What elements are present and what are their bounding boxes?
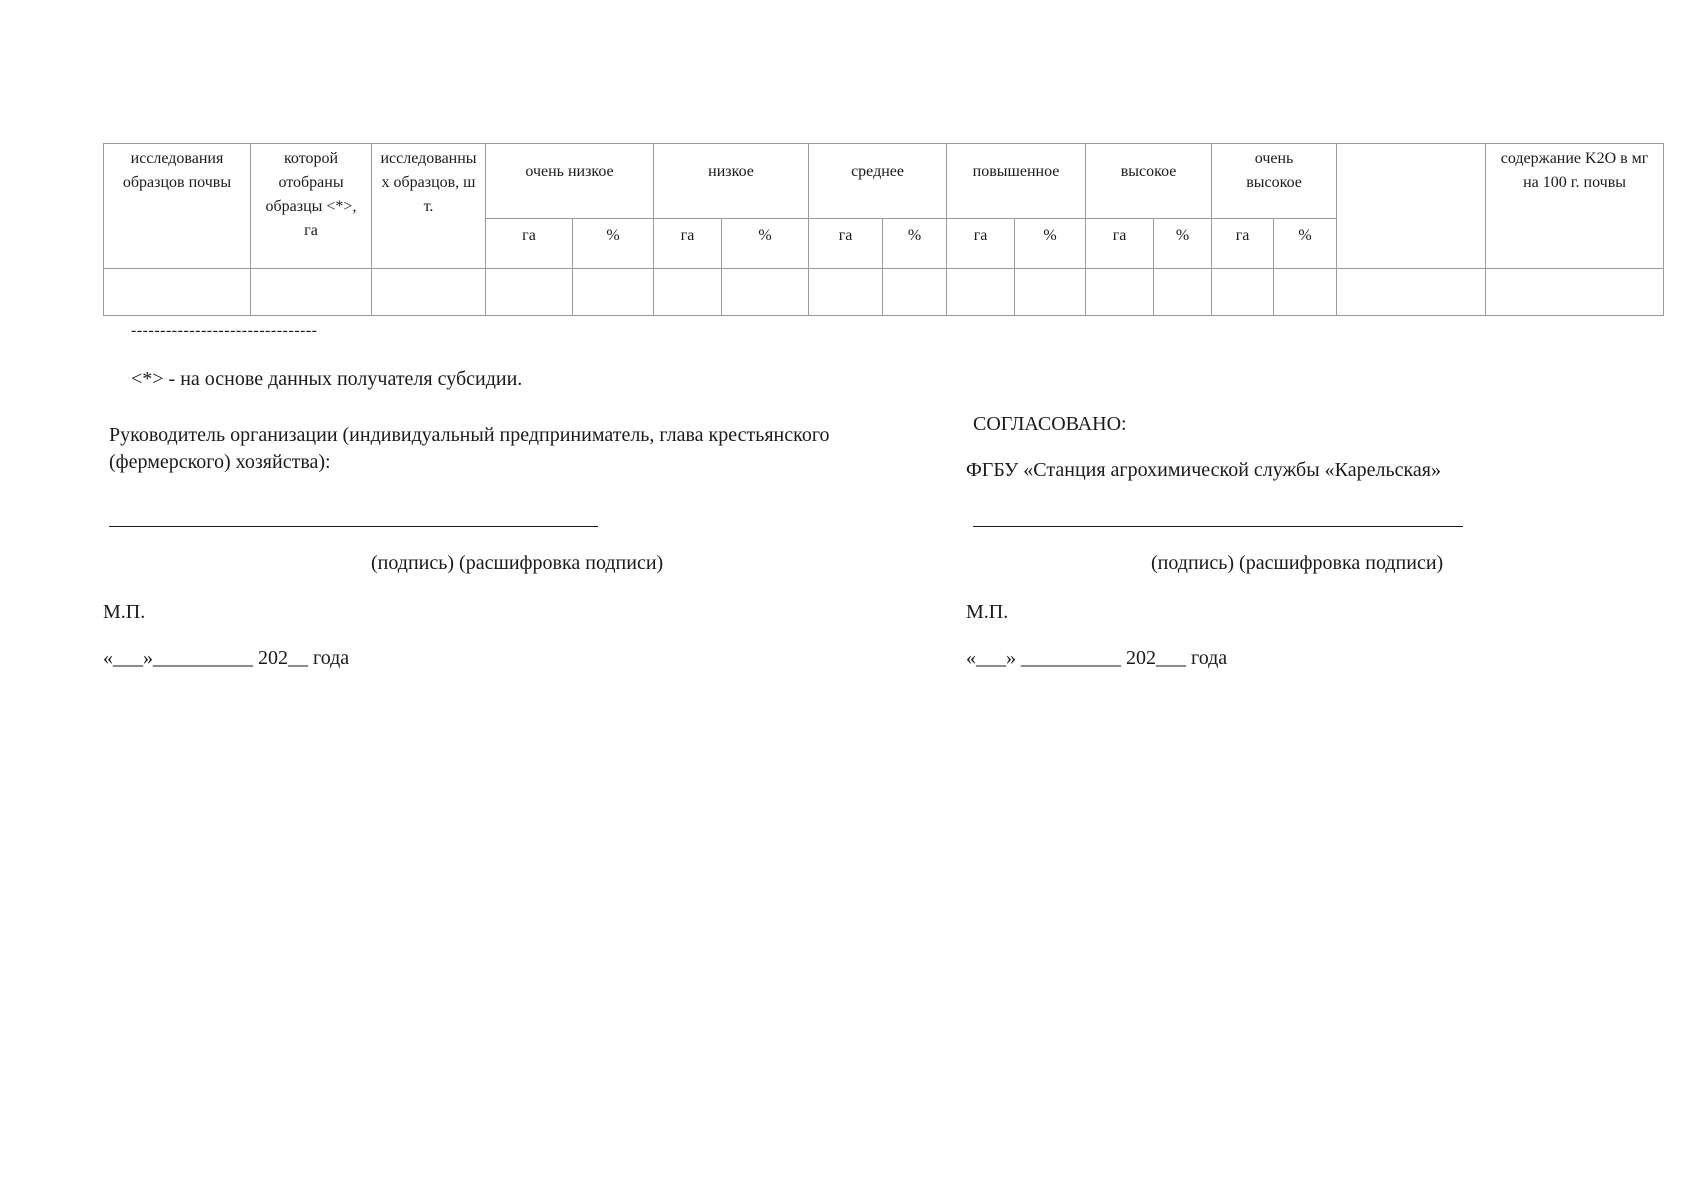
footnote-text: <*> - на основе данных получателя субсидии. — [131, 368, 523, 390]
unit-percent: % — [573, 219, 654, 269]
category-label: повышенное — [972, 163, 1060, 180]
unit-percent: % — [1274, 219, 1337, 269]
category-label: низкое — [708, 163, 754, 180]
header-k2o-text: содержание K2O в мг на 100 г. почвы — [1500, 150, 1649, 191]
data-cell[interactable] — [1015, 269, 1086, 316]
unit-ha: га — [654, 219, 722, 269]
head-signature-caption: (подпись) (расшифровка подписи) — [371, 552, 664, 574]
data-cell[interactable] — [1154, 269, 1212, 316]
data-cell[interactable] — [1086, 269, 1154, 316]
header-category-very-high — [1212, 144, 1337, 219]
header-cell-empty — [1337, 144, 1486, 269]
data-cell[interactable] — [809, 269, 883, 316]
agro-signature-caption: (подпись) (расшифровка подписи) — [1151, 552, 1444, 574]
header-cell-area — [251, 144, 372, 269]
unit-ha: га — [947, 219, 1015, 269]
data-cell[interactable] — [654, 269, 722, 316]
table-data-row — [104, 269, 1664, 316]
soil-analysis-table — [103, 143, 1664, 316]
unit-ha: га — [1212, 219, 1274, 269]
data-cell[interactable] — [251, 269, 372, 316]
header-cell-research — [104, 144, 251, 269]
data-cell[interactable] — [486, 269, 573, 316]
unit-ha: га — [1086, 219, 1154, 269]
header-research-text: исследования образцов почвы — [122, 150, 232, 191]
agro-stamp-label: М.П. — [966, 601, 1009, 623]
category-label: среднее — [851, 163, 904, 180]
data-cell[interactable] — [1337, 269, 1486, 316]
head-signature-line[interactable] — [109, 526, 598, 527]
header-cell-k2o — [1486, 144, 1664, 269]
unit-ha: га — [486, 219, 573, 269]
data-cell[interactable] — [1212, 269, 1274, 316]
agro-date-field[interactable]: «___» __________ 202___ года — [966, 647, 1228, 669]
head-title-line2: (фермерского) хозяйства): — [109, 451, 331, 473]
data-cell[interactable] — [1486, 269, 1664, 316]
unit-percent: % — [1015, 219, 1086, 269]
footnote-separator: -------------------------------- — [131, 322, 318, 339]
head-title-line1: Руководитель организации (индивидуальный предприниматель, глава крестьянского — [109, 424, 830, 446]
category-label: очень низкое — [525, 163, 614, 180]
agro-signature-line[interactable] — [973, 526, 1463, 527]
header-category-medium — [809, 144, 947, 219]
unit-percent: % — [722, 219, 809, 269]
unit-percent: % — [883, 219, 947, 269]
header-category-high — [1086, 144, 1212, 219]
data-cell[interactable] — [104, 269, 251, 316]
unit-ha: га — [809, 219, 883, 269]
header-category-elevated — [947, 144, 1086, 219]
data-cell[interactable] — [1274, 269, 1337, 316]
category-label: очень высокое — [1246, 150, 1302, 191]
data-cell[interactable] — [573, 269, 654, 316]
header-samples-text: исследованных образцов, шт. — [380, 150, 477, 215]
header-area-text: которой отобраны образцы <*>, га — [265, 150, 357, 239]
table-header-row — [104, 144, 1664, 219]
head-stamp-label: М.П. — [103, 601, 146, 623]
header-category-very-low — [486, 144, 654, 219]
header-cell-samples — [372, 144, 486, 269]
agreed-heading: СОГЛАСОВАНО: — [973, 413, 1127, 435]
head-date-field[interactable]: «___»__________ 202__ года — [103, 647, 350, 669]
data-cell[interactable] — [883, 269, 947, 316]
header-category-low — [654, 144, 809, 219]
category-label: высокое — [1120, 163, 1177, 180]
data-cell[interactable] — [947, 269, 1015, 316]
agro-organization-name: ФГБУ «Станция агрохимической службы «Карельская» — [966, 459, 1441, 481]
data-cell[interactable] — [722, 269, 809, 316]
unit-percent: % — [1154, 219, 1212, 269]
data-cell[interactable] — [372, 269, 486, 316]
